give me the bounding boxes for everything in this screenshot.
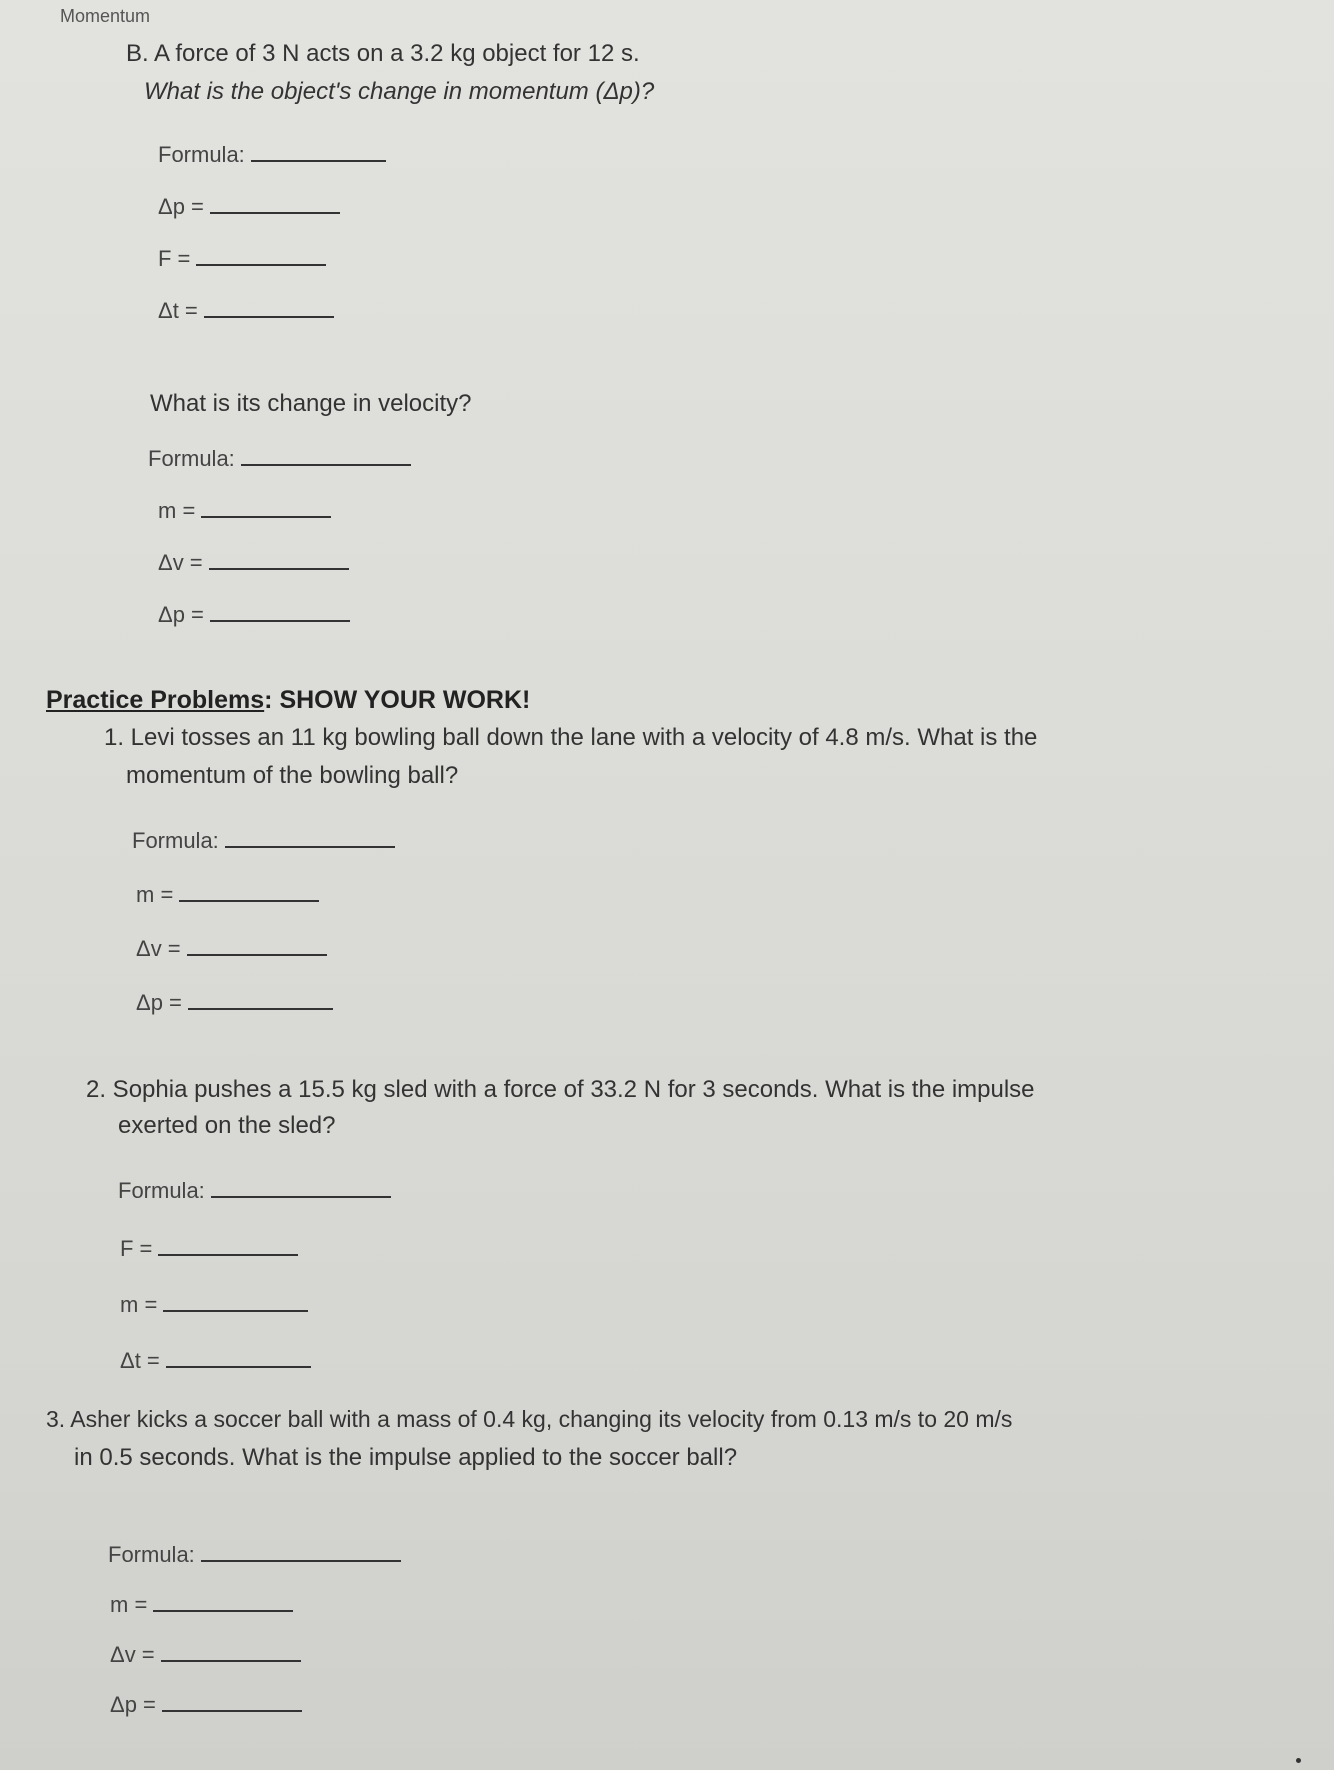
field-row: Δp = bbox=[136, 988, 333, 1016]
answer-blank[interactable] bbox=[188, 988, 333, 1010]
answer-blank[interactable] bbox=[210, 192, 340, 214]
answer-blank[interactable] bbox=[161, 1640, 301, 1662]
problem-1-line2: momentum of the bowling ball? bbox=[126, 762, 459, 789]
answer-blank[interactable] bbox=[251, 140, 386, 162]
answer-blank[interactable] bbox=[201, 1540, 401, 1562]
answer-blank[interactable] bbox=[204, 296, 334, 318]
field-row: Δp = bbox=[158, 600, 350, 628]
field-row: Formula: bbox=[108, 1540, 401, 1568]
question-b-velocity: What is its change in velocity? bbox=[150, 390, 472, 417]
field-row: Δt = bbox=[158, 296, 334, 324]
question-b-line2: What is the object's change in momentum (Δp)? bbox=[144, 78, 655, 105]
answer-blank[interactable] bbox=[158, 1234, 298, 1256]
field-row: Formula: bbox=[132, 826, 395, 854]
field-row: F = bbox=[120, 1234, 298, 1262]
problem-2-line1: 2. Sophia pushes a 15.5 kg sled with a force of 33.2 N for 3 seconds. What is the impulse bbox=[86, 1076, 1035, 1103]
field-row: m = bbox=[120, 1290, 308, 1318]
practice-title: Practice Problems: SHOW YOUR WORK! bbox=[46, 686, 531, 714]
answer-blank[interactable] bbox=[201, 496, 331, 518]
problem-2-line2: exerted on the sled? bbox=[118, 1112, 336, 1139]
field-row: Δv = bbox=[158, 548, 349, 576]
field-row: Formula: bbox=[158, 140, 386, 168]
field-row: F = bbox=[158, 244, 326, 272]
answer-blank[interactable] bbox=[179, 880, 319, 902]
problem-3-line1: 3. Asher kicks a soccer ball with a mass of 0.4 kg, changing its velocity from 0.13 m/s to 20 m/s bbox=[46, 1406, 1013, 1432]
answer-blank[interactable] bbox=[241, 444, 411, 466]
field-row: m = bbox=[110, 1590, 293, 1618]
field-row: Formula: bbox=[118, 1176, 391, 1204]
answer-blank[interactable] bbox=[225, 826, 395, 848]
answer-blank[interactable] bbox=[196, 244, 326, 266]
field-row: m = bbox=[136, 880, 319, 908]
answer-blank[interactable] bbox=[163, 1290, 308, 1312]
field-row: Formula: bbox=[148, 444, 411, 472]
answer-blank[interactable] bbox=[162, 1690, 302, 1712]
question-b-line1: B. A force of 3 N acts on a 3.2 kg object for 12 s. bbox=[126, 40, 640, 67]
answer-blank[interactable] bbox=[211, 1176, 391, 1198]
field-row: m = bbox=[158, 496, 331, 524]
field-row: Δp = bbox=[110, 1690, 302, 1718]
problem-1-line1: 1. Levi tosses an 11 kg bowling ball down the lane with a velocity of 4.8 m/s. What is the bbox=[104, 724, 1038, 751]
field-row: Δp = bbox=[158, 192, 340, 220]
answer-blank[interactable] bbox=[187, 934, 327, 956]
problem-3-line2: in 0.5 seconds. What is the impulse applied to the soccer ball? bbox=[74, 1444, 738, 1471]
field-row: Δt = bbox=[120, 1346, 311, 1374]
answer-blank[interactable] bbox=[209, 548, 349, 570]
stray-mark bbox=[1296, 1758, 1301, 1763]
field-row: Δv = bbox=[136, 934, 327, 962]
answer-blank[interactable] bbox=[166, 1346, 311, 1368]
field-row: Δv = bbox=[110, 1640, 301, 1668]
answer-blank[interactable] bbox=[153, 1590, 293, 1612]
answer-blank[interactable] bbox=[210, 600, 350, 622]
worksheet-header: Momentum bbox=[60, 6, 151, 26]
